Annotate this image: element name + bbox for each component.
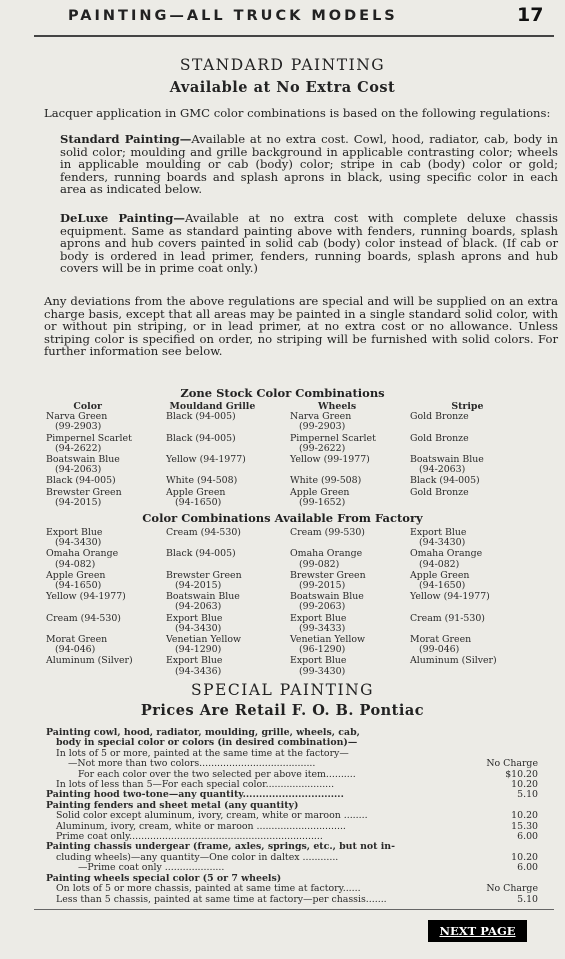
table-cell xyxy=(290,592,410,612)
table-cell xyxy=(410,656,550,676)
table-cell xyxy=(410,455,550,475)
intro-paragraph: Lacquer application in GMC color combinations is based on the following regulations: xyxy=(44,106,551,120)
color-name: Apple Green xyxy=(290,486,350,498)
color-name: Black (94-005) xyxy=(166,411,236,423)
color-name: Narva Green xyxy=(290,411,352,423)
color-code: (94-2015) xyxy=(175,580,222,592)
color-name: Boatswain Blue xyxy=(290,591,364,603)
color-code: (99-2063) xyxy=(299,601,346,613)
color-name: Apple Green xyxy=(166,486,226,498)
table-row xyxy=(46,614,556,634)
table-cell xyxy=(46,434,166,454)
price-description: In lots of less than 5—For each special color....................... xyxy=(56,780,335,791)
table-cell xyxy=(410,592,550,612)
price-row xyxy=(46,853,538,863)
color-code: (94-2063) xyxy=(55,464,102,476)
color-name: Cream (91-530) xyxy=(410,612,485,624)
header-divider xyxy=(34,35,554,37)
color-name: Cream (94-530) xyxy=(166,527,241,538)
color-code: (94-3436) xyxy=(175,665,222,677)
price-row xyxy=(46,811,538,821)
price-value: 10.20 xyxy=(511,851,538,863)
table-cell xyxy=(166,528,290,548)
zone-stock-title: Zone Stock Color Combinations xyxy=(180,386,385,400)
price-value xyxy=(468,738,538,748)
header-title: PAINTING—ALL TRUCK MODELS xyxy=(68,8,398,24)
price-value xyxy=(468,728,538,738)
color-name: Brewster Green xyxy=(46,486,122,498)
color-name: Black (94-005) xyxy=(166,548,236,560)
table-cell xyxy=(290,455,410,475)
table-cell xyxy=(410,571,550,591)
color-name: Boatswain Blue xyxy=(410,454,484,466)
standard-painting-label: Standard Painting— xyxy=(60,132,192,146)
color-code: (94-3430) xyxy=(419,537,466,549)
color-code: (94-2063) xyxy=(175,601,222,613)
color-name: White (99-508) xyxy=(290,475,362,487)
color-code: (99-3433) xyxy=(299,622,346,634)
price-row xyxy=(46,801,538,811)
price-row xyxy=(46,790,538,800)
color-name: Gold Bronze xyxy=(410,486,469,498)
price-row xyxy=(46,728,538,738)
price-row xyxy=(46,842,538,852)
color-name: Export Blue xyxy=(166,612,223,624)
special-painting-subtitle: Prices Are Retail F. O. B. Pontiac xyxy=(140,702,425,719)
column-header: Stripe xyxy=(451,401,484,412)
price-value: 10.20 xyxy=(511,779,538,791)
color-name: Omaha Orange xyxy=(410,548,483,560)
color-code: (94-2015) xyxy=(55,496,102,508)
price-row xyxy=(46,863,538,873)
color-name: Omaha Orange xyxy=(46,548,119,560)
color-name: Morat Green xyxy=(410,634,472,646)
table-cell xyxy=(46,412,166,432)
price-description: On lots of 5 or more chassis, painted at same time at factory...... xyxy=(56,884,361,895)
price-description: body in special color or colors (in desired combination)— xyxy=(56,738,358,749)
color-name: Export Blue xyxy=(290,612,347,624)
table-cell xyxy=(166,614,290,634)
price-description: Painting wheels special color (5 or 7 wheels) xyxy=(46,873,282,884)
price-value: 6.00 xyxy=(517,831,538,843)
table-row xyxy=(46,635,556,655)
price-row xyxy=(46,749,538,759)
table-row xyxy=(46,571,556,591)
color-code: (99-082) xyxy=(299,558,340,570)
color-name: Narva Green xyxy=(46,411,108,423)
color-code: (94-3430) xyxy=(175,622,222,634)
price-description: Prime coat only................................................................. xyxy=(56,832,323,843)
table-cell xyxy=(410,434,550,454)
table-cell xyxy=(46,549,166,569)
price-row xyxy=(46,759,538,769)
table-cell xyxy=(166,488,290,508)
price-row xyxy=(46,874,538,884)
special-painting-price-list xyxy=(46,728,538,905)
table-cell xyxy=(46,488,166,508)
price-description: —Prime coat only .................... xyxy=(78,863,225,874)
table-cell xyxy=(166,455,290,475)
table-row xyxy=(46,549,556,569)
table-row xyxy=(46,528,556,548)
price-value: 15.30 xyxy=(511,820,538,832)
color-name: Yellow (99-1977) xyxy=(290,454,370,466)
table-cell xyxy=(290,656,410,676)
special-painting-title: SPECIAL PAINTING xyxy=(190,681,375,699)
color-name: Gold Bronze xyxy=(410,432,469,444)
color-code: (94-046) xyxy=(55,644,96,656)
price-value: 5.10 xyxy=(517,789,538,801)
color-name: Brewster Green xyxy=(166,569,242,581)
table-cell xyxy=(410,549,550,569)
table-cell xyxy=(46,476,166,486)
table-row xyxy=(46,412,556,432)
table-cell xyxy=(290,412,410,432)
color-code: (99-3430) xyxy=(299,665,346,677)
color-code: (99-2015) xyxy=(299,580,346,592)
table-cell xyxy=(290,635,410,655)
color-name: Apple Green xyxy=(46,569,106,581)
table-cell xyxy=(166,412,290,432)
color-name: Venetian Yellow xyxy=(166,634,242,646)
color-name: Yellow (94-1977) xyxy=(166,454,246,466)
price-description: Painting hood two-tone—any quantity............................... xyxy=(46,790,344,801)
standard-painting-subtitle: Available at No Extra Cost xyxy=(169,79,396,96)
table-cell xyxy=(166,571,290,591)
table-cell xyxy=(290,549,410,569)
price-description: —Not more than two colors....................................... xyxy=(68,759,316,770)
color-code: (96-1290) xyxy=(299,644,346,656)
color-code: (94-2063) xyxy=(419,464,466,476)
color-name: Export Blue xyxy=(166,655,223,667)
price-value: 5.10 xyxy=(517,893,538,905)
price-description: Aluminum, ivory, cream, white or maroon .............................. xyxy=(56,821,346,832)
price-description: For each color over the two selected per above item.......... xyxy=(78,769,356,780)
table-cell xyxy=(290,434,410,454)
color-name: Cream (94-530) xyxy=(46,612,121,624)
table-cell xyxy=(166,656,290,676)
color-name: Pimpernel Scarlet xyxy=(290,432,376,444)
color-code: (94-1650) xyxy=(55,580,102,592)
color-code: (94-2622) xyxy=(55,442,102,454)
table-cell xyxy=(290,476,410,486)
table-cell xyxy=(46,571,166,591)
price-row xyxy=(46,832,538,842)
table-cell xyxy=(290,571,410,591)
color-name: Apple Green xyxy=(410,569,470,581)
color-code: (99-2903) xyxy=(55,421,102,433)
color-name: Export Blue xyxy=(46,527,103,538)
table-cell xyxy=(290,528,410,548)
table-cell xyxy=(410,635,550,655)
color-code: (94-1650) xyxy=(175,496,222,508)
table-cell xyxy=(46,528,166,548)
table-row xyxy=(46,592,556,612)
table-cell xyxy=(166,476,290,486)
color-name: Aluminum (Silver) xyxy=(46,655,133,667)
column-header: Wheels xyxy=(318,401,357,412)
price-value: $10.20 xyxy=(505,768,538,780)
color-name: Gold Bronze xyxy=(410,411,469,423)
price-value: No Charge xyxy=(486,883,538,895)
table-cell xyxy=(46,635,166,655)
color-name: Pimpernel Scarlet xyxy=(46,432,132,444)
color-code: (94-3430) xyxy=(55,537,102,549)
deviations-paragraph: Any deviations from the above regulations are special and will be supplied on an extra charge basis, except that all areas may be painted in a single standard solid color, with or without pin striping, or in lead primer, at no extra cost or no allowance. Unless striping color is specified on order, no striping will be furnished with solid colors. For further information see below. xyxy=(44,294,558,359)
color-name: Omaha Orange xyxy=(290,548,363,560)
color-name: Black (94-005) xyxy=(166,432,236,444)
price-description: cluding wheels)—any quantity—One color in daltex ............ xyxy=(56,852,339,863)
page-number: 17 xyxy=(517,4,544,26)
price-description: Painting cowl, hood, radiator, moulding, grille, wheels, cab, xyxy=(46,728,360,738)
color-code: (99-1652) xyxy=(299,496,346,508)
table-cell xyxy=(410,528,550,548)
table-cell xyxy=(410,614,550,634)
color-code: (94-082) xyxy=(419,558,460,570)
table-cell xyxy=(46,614,166,634)
price-description: In lots of 5 or more, painted at the same time at the factory— xyxy=(56,748,349,759)
price-row xyxy=(46,895,538,905)
color-code: (94-082) xyxy=(55,558,96,570)
table-cell xyxy=(166,434,290,454)
table-cell xyxy=(410,412,550,432)
table-cell xyxy=(46,455,166,475)
price-row xyxy=(46,738,538,748)
color-name: White (94-508) xyxy=(166,475,238,487)
factory-combinations-table xyxy=(46,528,556,678)
table-cell xyxy=(166,635,290,655)
price-row xyxy=(46,780,538,790)
table-cell xyxy=(410,476,550,486)
color-name: Export Blue xyxy=(410,527,467,538)
table-row xyxy=(46,656,556,676)
price-value: 6.00 xyxy=(517,862,538,874)
page-header xyxy=(0,4,565,34)
color-name: Black (94-005) xyxy=(46,475,116,487)
next-page-button[interactable]: NEXT PAGE xyxy=(428,920,527,942)
color-code: (99-046) xyxy=(419,644,460,656)
column-header: Mouldand Grille xyxy=(169,401,256,412)
color-name: Cream (99-530) xyxy=(290,527,365,538)
zone-stock-table xyxy=(46,402,556,509)
price-description: Painting chassis undergear (frame, axles, springs, etc., but not in- xyxy=(46,842,396,853)
deluxe-painting-label: DeLuxe Painting— xyxy=(60,211,185,225)
color-name: Yellow (94-1977) xyxy=(410,591,490,603)
table-cell xyxy=(166,592,290,612)
deluxe-painting-paragraph xyxy=(60,212,558,275)
standard-painting-title: STANDARD PAINTING xyxy=(179,56,386,74)
color-code: (99-2622) xyxy=(299,442,346,454)
standard-painting-text: Available at no extra cost. Cowl, hood, radiator, cab, body in solid color; moulding and grille background in applicable contrasting color; wheels in applicable moulding or cab (body) color; stripe in cab (body) color or gold; fenders, running boards and splash aprons in black, using specific color in each area as indicated below. xyxy=(60,132,558,197)
column-header: Color xyxy=(73,401,102,412)
price-value: No Charge xyxy=(486,758,538,770)
table-row xyxy=(46,488,556,508)
price-description: Painting fenders and sheet metal (any quantity) xyxy=(46,800,299,811)
price-value: 10.20 xyxy=(511,810,538,822)
color-code: (94-1290) xyxy=(175,644,222,656)
color-name: Black (94-005) xyxy=(410,475,480,487)
table-cell xyxy=(410,488,550,508)
table-cell xyxy=(46,656,166,676)
color-name: Morat Green xyxy=(46,634,108,646)
price-row xyxy=(46,822,538,832)
standard-painting-paragraph xyxy=(60,133,558,196)
table-cell xyxy=(290,614,410,634)
color-name: Boatswain Blue xyxy=(166,591,240,603)
color-name: Aluminum (Silver) xyxy=(410,655,497,667)
color-name: Yellow (94-1977) xyxy=(46,591,126,603)
color-name: Brewster Green xyxy=(290,569,366,581)
color-name: Venetian Yellow xyxy=(290,634,366,646)
price-row xyxy=(46,770,538,780)
footer-divider xyxy=(34,909,554,910)
color-name: Export Blue xyxy=(290,655,347,667)
color-code: (94-1650) xyxy=(419,580,466,592)
price-description: Solid color except aluminum, ivory, cream, white or maroon ........ xyxy=(56,811,368,822)
table-cell xyxy=(166,549,290,569)
table-row xyxy=(46,476,556,486)
color-code: (99-2903) xyxy=(299,421,346,433)
table-row xyxy=(46,434,556,454)
deluxe-painting-text: Available at no extra cost with complete deluxe chassis equipment. Same as standard painting above with fenders, running boards, splash aprons and hub covers painted in solid cab (body) color instead of black. (If cab or body is ordered in lead primer, fenders, running boards, splash aprons and hub covers will be in prime coat only.) xyxy=(60,211,558,276)
table-cell xyxy=(290,488,410,508)
table-row xyxy=(46,455,556,475)
price-description: Less than 5 chassis, painted at same time at factory—per chassis....... xyxy=(56,894,387,905)
price-row xyxy=(46,884,538,894)
table-cell xyxy=(46,592,166,612)
factory-combinations-title: Color Combinations Available From Factory xyxy=(142,511,423,525)
color-name: Boatswain Blue xyxy=(46,454,120,466)
